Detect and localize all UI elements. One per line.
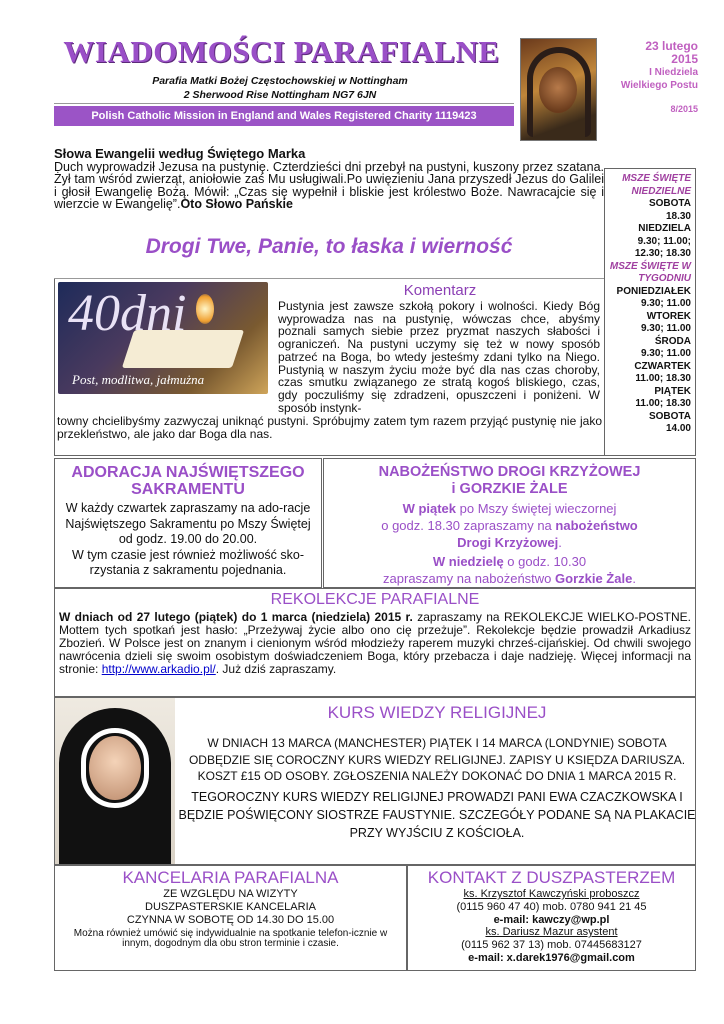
madonna-icon-image (520, 38, 597, 141)
parish-address (110, 74, 450, 102)
sister-faustina-photo (55, 698, 175, 864)
contact-title: KONTAKT Z DUSZPASTERZEM (427, 868, 676, 887)
commentary-text-continued: towny chcielibyśmy zazwyczaj uniknąć pustyni. Spróbujmy zatem tym razem przyjąć pustynię nie jako przekleństwo, ale jako dar Boga dla nas. (57, 414, 602, 441)
retreat-text: W dniach od 27 lutego (piątek) do 1 marca (niedziela) 2015 r. zapraszamy na REKOLEKCJE WIELKO-POSTNE. Mottem tych spotkań jest hasło: „Przeżywaj życie albo ono cię przeżuje”. Rekolekcje będzie prowadził Arkadiusz Zbozień. W Polsce jest on znanym i cienionym wśród młodzieży raperem muzyki chrześ-cijańskiej. Od chwili swojego nawrócenia dzieli się swoim osobistym doświadczeniem Boga, który przebacza i daje nadzieję. Więcej informacji na stronie: http://www.arkadio.pl/. Już dziś zapraszamy. (59, 610, 691, 676)
mass-times-box: MSZE ŚWIĘTE NIEDZIELNE SOBOTA 18.30 NIEDZIELA 9.30; 11.00; 12.30; 18.30 MSZE ŚWIĘTE W TYGODNIU PONIEDZIAŁEK 9.30; 11.00 WTOREK 9.30; 11.00 ŚRODA 9.30; 11.00 CZWARTEK 11.00; 18.30 PIĄTEK 11.00; 18.30 SOBOTA 14.00 (604, 168, 696, 456)
course-instructor: TEGOROCZNY KURS WIEDZY RELIGIJNEJ PROWADZI PANI EWA CZACZKOWSKA I BĘDZIE POŚWIĘCONY SIOSTRZE FAUSTYNIE. SZCZEGÓŁY PODANE SĄ NA PLAKACIE PRZY WYJŚCIU Z KOŚCIOŁA. (178, 790, 696, 840)
adoration-text: W każdy czwartek zapraszamy na ado-racje Najświętszego Sakramentu po Mszy Świętej od godz. 19.00 do 20.00. (65, 501, 311, 546)
assistant-phone: (0115 962 37 13) mob. 07445683127 (461, 939, 642, 952)
gospel-title: Słowa Ewangelii według Świętego Marka (54, 146, 306, 161)
parish-office-box: KANCELARIA PARAFIALNA ZE WZGLĘDU NA WIZYTY DUSZPASTERSKIE KANCELARIA CZYNNA W SOBOTĘ OD 14.30 DO 15.00 Można również umówić się indywidualnie na spotkanie telefon-icznie w innym, dogodnym dla obu stron terminie i czasie. (54, 865, 407, 971)
commentary-title: Komentarz (403, 282, 477, 299)
lent-40-days-image: 40dni Post, modlitwa, jałmużna (58, 282, 268, 394)
stations-subtitle: i GORZKIE ŻALE (451, 481, 568, 497)
arkadio-link[interactable]: http://www.arkadio.pl/ (101, 662, 216, 676)
stations-of-cross-box (323, 458, 696, 588)
assistant-email[interactable]: e-mail: x.darek1976@gmail.com (468, 951, 635, 964)
mission-banner: Polish Catholic Mission in England and Wales Registered Charity 1119423 (54, 106, 514, 126)
pastor-name: ks. Krzysztof Kawczyński proboszcz (463, 888, 640, 900)
course-title: KURS WIEDZY RELIGIJNEJ (327, 703, 547, 722)
pastor-phone: (0115 960 47 40) mob. 0780 941 21 45 (456, 900, 647, 913)
stations-friday: W piątek po Mszy świętej wieczornej o godz. 18.30 zapraszamy na nabożeństwo Drogi Krzyżowej. (381, 501, 638, 550)
pastor-email[interactable]: e-mail: kawczy@wp.pl (493, 913, 610, 926)
masthead-title: WIADOMOŚCI PARAFIALNE (63, 34, 500, 69)
assistant-name: ks. Dariusz Mazur asystent (485, 926, 618, 939)
stations-sunday: W niedzielę o godz. 10.30 zapraszamy na nabożeństwo Gorzkie Żale. (383, 554, 636, 586)
adoration-text-2: W tym czasie jest również możliwość sko-rzystania z sakramentu pojednania. (72, 547, 304, 577)
office-title: KANCELARIA PARAFIALNA (122, 868, 339, 887)
gospel-text: Duch wyprowadził Jezusa na pustynię. Czterdzieści dni przebył na pustyni, kuszony przez szatana. Żył tam wśród zwierząt, aniołowie zaś Mu usługiwali.Po uwięzieniu Jana przyszedł Jezus do Galilei i głosił Ewangelię Bożą. Mówił: „Czas się wypełnił i bliskie jest królestwo Boże. Nawracajcie się i wierzcie w Ewangelię”.Oto Słowo Pańskie (54, 159, 604, 211)
parish-street: 2 Sherwood Rise Nottingham NG7 6JN (183, 89, 377, 101)
adoration-title: ADORACJA NAJŚWIĘTSZEGO SAKRAMENTU (71, 464, 305, 498)
gospel-closing: Oto Słowo Pańskie (180, 197, 293, 211)
issue-number: 8/2015 (670, 104, 698, 114)
gospel-section (54, 148, 604, 211)
parish-name: Parafia Matki Bożej Częstochowskiej w Nottingham (152, 75, 408, 87)
office-note: Można również umówić się indywidualnie na spotkanie telefon-icznie w innym, dogodnym dla obu stron terminie i czasie. (73, 928, 388, 949)
issue-date: 23 lutego 2015 I Niedziela Wielkiego Postu (620, 39, 698, 91)
retreat-box (54, 588, 696, 697)
retreat-title: REKOLEKCJE PARAFIALNE (270, 591, 480, 608)
course-details: W DNIACH 13 MARCA (MANCHESTER) PIĄTEK I 14 MARCA (LONDYNIE) SOBOTA ODBĘDZIE SIĘ COROCZNY KURS WIEDZY RELIGIJNEJ. ZAPISY U KSIĘDZA DARIUSZA. KOSZT £15 OD OSOBY. ZGŁOSZENIA NALEŻY DOKONAĆ DO DNIA 1 MARCA 2015 R. (188, 736, 686, 783)
commentary-text: Pustynia jest zawsze szkołą pokory i wolności. Kiedy Bóg wyprowadza nas na pustynię, wówczas chce, abyśmy poznali samych siebie przez pryzmat naszych słabości i ograniczeń. Na pustyni uczymy się też w nowy sposób patrzeć na Boga, bo wtedy jesteśmy zdani tylko na Niego. Pustynią w naszym życiu może być dla nas czas choroby, czas smutku związanego ze stratą kogoś bliskiego, czas, gdy poczuliśmy się zdradzeni, opuszczeni i poniżeni. W sposób instynk- (278, 299, 600, 415)
stations-title: NABOŻEŃSTWO DROGI KRZYŻOWEJ (378, 464, 641, 480)
sunday-theme: Drogi Twe, Panie, to łaska i wierność (145, 235, 513, 258)
header-divider (54, 103, 514, 104)
priest-contact-box (407, 865, 696, 971)
adoration-box (54, 458, 322, 588)
